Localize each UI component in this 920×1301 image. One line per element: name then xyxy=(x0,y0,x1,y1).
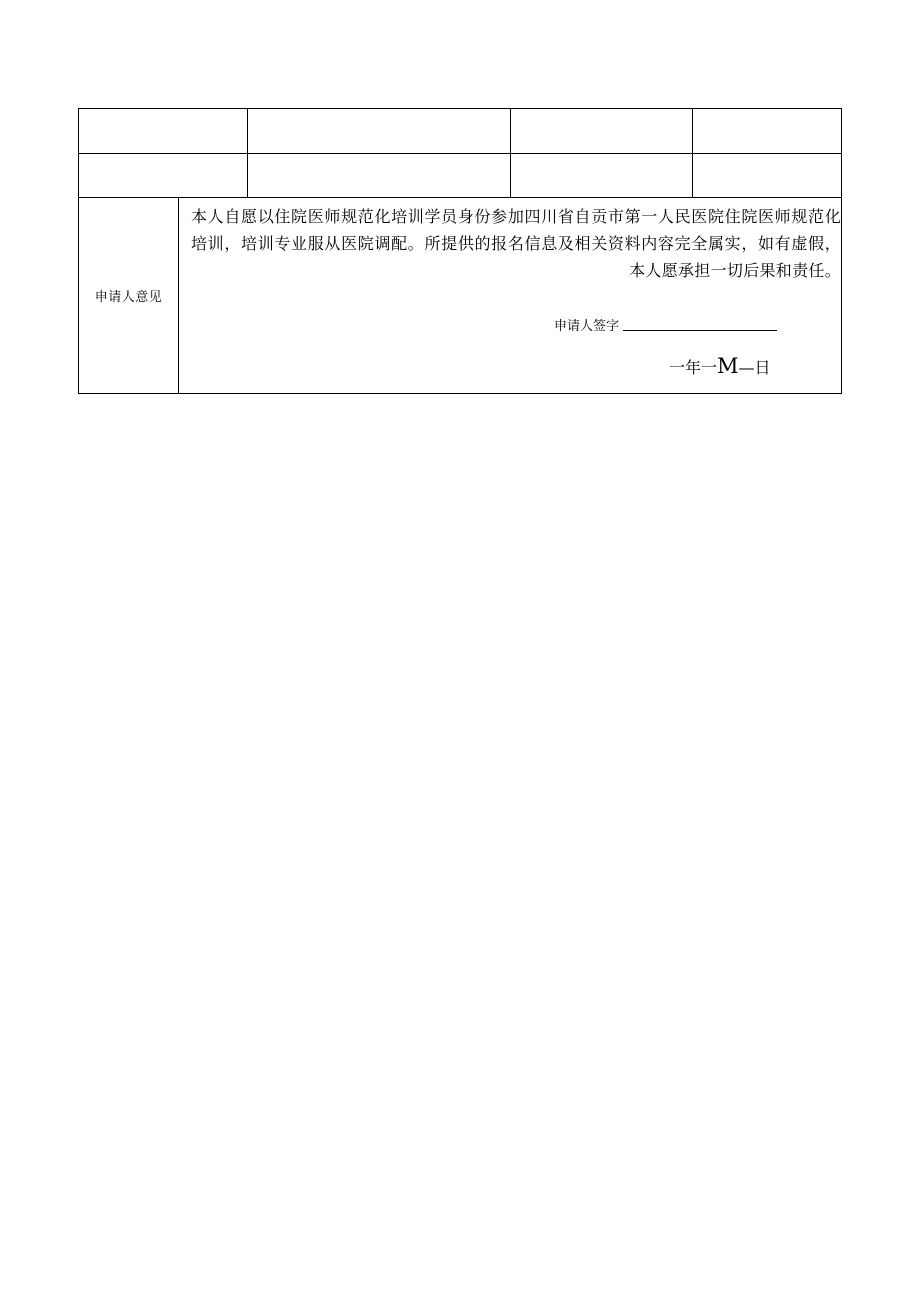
date-suffix: —日 xyxy=(738,358,771,377)
signature-label: 申请人签字 xyxy=(554,319,620,334)
applicant-opinion-label: 申请人意见 xyxy=(79,198,179,393)
cell-divider xyxy=(247,109,248,153)
signature-line[interactable] xyxy=(623,329,777,331)
cell-divider xyxy=(692,154,693,197)
date-field xyxy=(669,354,771,378)
cell-divider xyxy=(247,154,248,197)
date-prefix: 一年一 xyxy=(669,358,718,377)
form-row-2 xyxy=(78,153,842,198)
form-row-1 xyxy=(78,108,842,154)
applicant-opinion-row xyxy=(78,197,842,394)
date-month-mark: M xyxy=(717,354,739,378)
cell-divider xyxy=(692,109,693,153)
cell-divider xyxy=(510,109,511,153)
cell-divider xyxy=(510,154,511,197)
signature-field xyxy=(554,315,777,334)
declaration-statement: 本人自愿以住院医师规范化培训学员身份参加四川省自贡市第一人民医院住院医师规范化培训，培训专业服从医院调配。所提供的报名信息及相关资料内容完全属实，如有虚假，本人愿承担一切后果和责任。 xyxy=(191,207,841,280)
